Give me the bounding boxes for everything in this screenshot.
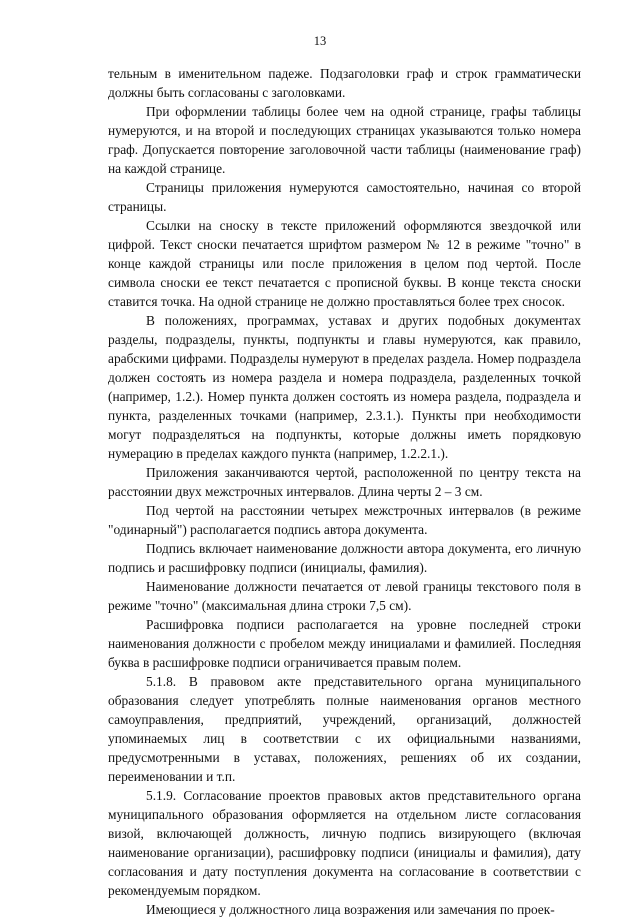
paragraph: Ссылки на сноску в тексте приложений оформляются звездочкой или цифрой. Текст сноски печатается шрифтом размером № 12 в режиме "точно" в конце каждой страницы или после приложения в целом под чертой. После символа сноски ее текст печатается с прописной буквы. В конце текста сноски ставится точка. На одной странице не должно проставляться более трех сносок. [108, 218, 581, 309]
paragraph: 5.1.8. В правовом акте представительного органа муниципального образования следует употреблять полные наименования органов местного самоуправления, предприятий, учреждений, организаций, должностей упоминаемых лиц в соответствии с их официальными названиями, предусмотренными в уставах, положениях, решениях об их создании, переименовании и т.п. [108, 674, 581, 784]
paragraph: Имеющиеся у должностного лица возражения или замечания по проек- [146, 902, 555, 917]
paragraph: В положениях, программах, уставах и других подобных документах разделы, подразделы, пункты, подпункты и главы нумеруются, как правило, арабскими цифрами. Подразделы нумеруют в пределах раздела. Номер подраздела должен состоять из номера раздела и номера подраздела, разделенных точкой (например, 1.2.). Номер пункта должен состоять из номера раздела, подраздела и пункта, разделенных точками (например, 2.3.1.). Пункты при необходимости могут подразделяться на подпункты, которые должны иметь порядковую нумерацию в пределах каждого пункта (например, 1.2.2.1.). [108, 313, 581, 461]
paragraph: 5.1.9. Согласование проектов правовых актов представительного органа муниципального образования оформляется на отдельном листе согласования визой, включающей должность, личную подпись визирующего (включая наименование организации), расшифровку подписи (инициалы и фамилия), дату согласования и дату поступления документа на согласование в соответствии с рекомендуемым порядком. [108, 788, 581, 898]
document-body [108, 64, 581, 919]
paragraph: Под чертой на расстоянии четырех межстрочных интервалов (в режиме "одинарный") располагается подпись автора документа. [108, 503, 581, 537]
page-number: 13 [313, 34, 327, 48]
paragraph: Расшифровка подписи располагается на уровне последней строки наименования должности с пробелом между инициалами и фамилией. Последняя буква в расшифровке подписи ограничивается правым полем. [108, 617, 581, 670]
paragraph: Подпись включает наименование должности автора документа, его личную подпись и расшифровку подписи (инициалы, фамилия). [108, 541, 581, 575]
paragraph: При оформлении таблицы более чем на одной странице, графы таблицы нумеруются, и на второй и последующих страницах указываются только номера граф. Допускается повторение заголовочной части таблицы (наименование граф) на каждой странице. [108, 104, 581, 176]
paragraph: тельным в именительном падеже. Подзаголовки граф и строк грамматически должны быть согласованы с заголовками. [108, 66, 581, 100]
paragraph: Страницы приложения нумеруются самостоятельно, начиная со второй страницы. [108, 180, 581, 214]
paragraph: Наименование должности печатается от левой границы текстового поля в режиме "точно" (максимальная длина строки 7,5 см). [108, 579, 581, 613]
paragraph: Приложения заканчиваются чертой, расположенной по центру текста на расстоянии двух межстрочных интервалов. Длина черты 2 – 3 см. [108, 465, 581, 499]
